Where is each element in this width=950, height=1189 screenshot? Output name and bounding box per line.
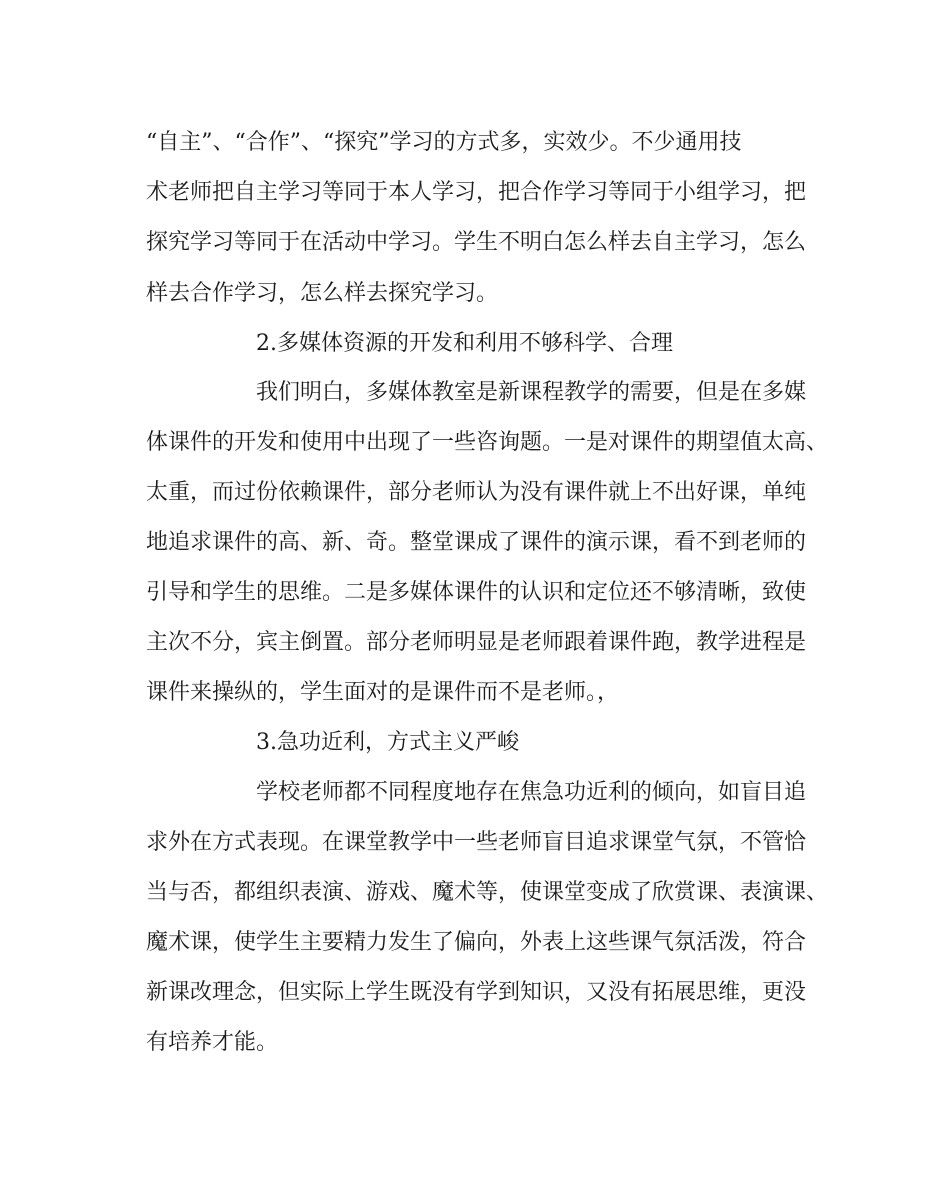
paragraph-line: 探究学习等同于在活动中学习。学生不明白怎么样去自主学习，怎么 [146,230,807,255]
paragraph-line: 学校老师都不同程度地存在焦急功近利的倾向，如盲目追 [256,780,807,805]
paragraph-line: 样去合作学习，怎么样去探究学习。 [146,281,499,306]
paragraph-line: 引导和学生的思维。二是多媒体课件的认识和定位还不够清晰，致使 [146,580,807,605]
paragraph-line: “自主”、“合作”、“探究”学习的方式多，实效少。不少通用技 [146,130,742,155]
paragraph-line: 求外在方式表现。在课堂教学中一些老师盲目追求课堂气氛，不管恰 [146,830,807,855]
paragraph-line: 术老师把自主学习等同于本人学习，把合作学习等同于小组学习，把 [146,180,807,205]
section-heading: 2.多媒体资源的开发和利用不够科学、合理 [256,331,673,356]
paragraph-line: 当与否，都组织表演、游戏、魔术等，使课堂变成了欣赏课、表演课、 [146,880,829,905]
section-heading: 3.急功近利，方式主义严峻 [256,730,519,755]
paragraph-line: 课件来操纵的，学生面对的是课件而不是老师。， [146,680,620,705]
paragraph-line: 我们明白，多媒体教室是新课程教学的需要，但是在多媒 [256,380,807,405]
paragraph-line: 有培养才能。 [146,1030,279,1055]
paragraph-line: 新课改理念，但实际上学生既没有学到知识，又没有拓展思维，更没 [146,980,807,1005]
paragraph-line: 地追求课件的高、新、奇。整堂课成了课件的演示课，看不到老师的 [146,530,807,555]
paragraph-line: 太重，而过份依赖课件，部分老师认为没有课件就上不出好课，单纯 [146,480,807,505]
paragraph-line: 主次不分，宾主倒置。部分老师明显是老师跟着课件跑，教学进程是 [146,630,807,655]
paragraph-line: 体课件的开发和使用中出现了一些咨询题。一是对课件的期望值太高、 [146,430,829,455]
paragraph-line: 魔术课，使学生主要精力发生了偏向，外表上这些课气氛活泼，符合 [146,930,807,955]
